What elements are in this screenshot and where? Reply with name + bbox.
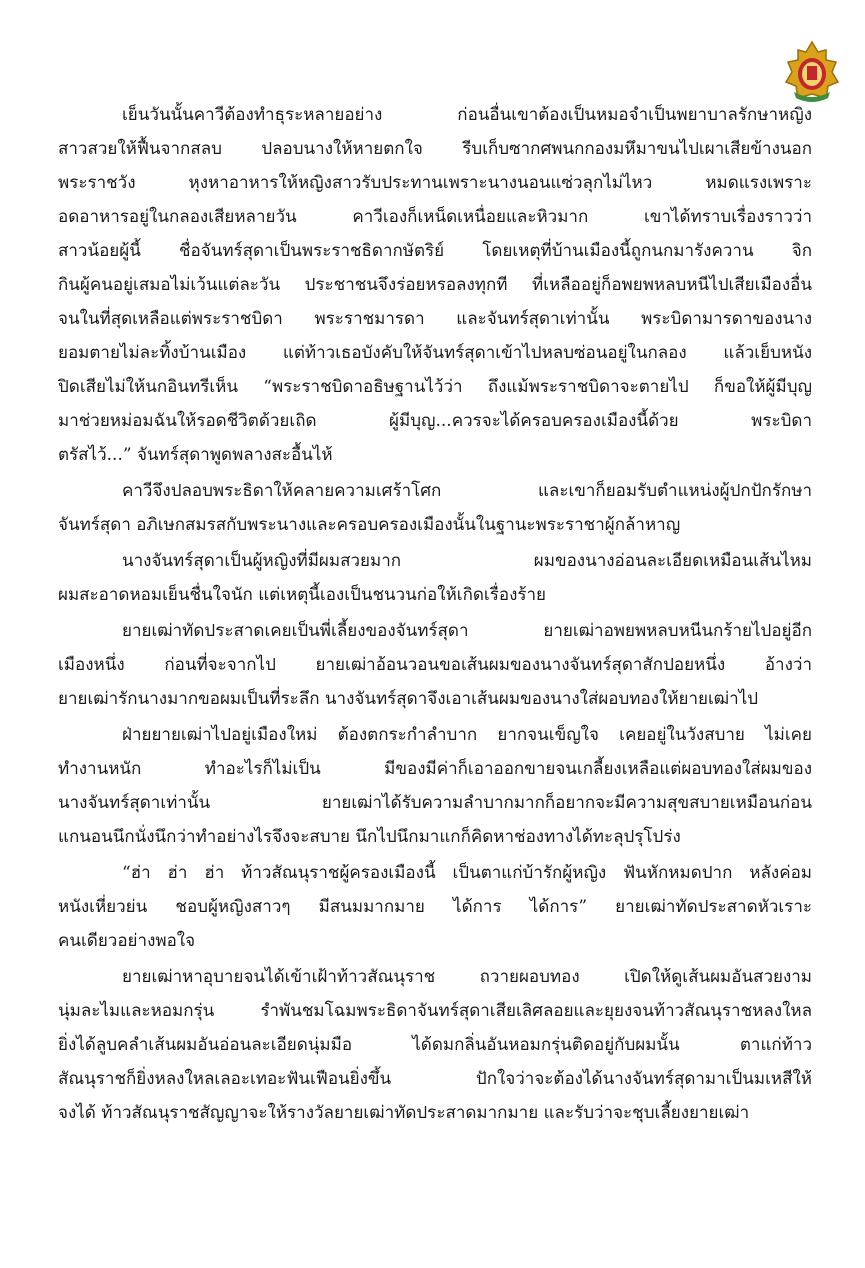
text-line: คนเดียวอย่างพอใจ (58, 931, 196, 951)
text-line: ปิดเสียไม่ให้นกอินทรีเห็น “พระราชบิดาอธิษฐานไว้ว่า ถึงแม้พระราชบิดาจะตายไป ก็ขอให้ผู้มีบุญ (58, 377, 812, 397)
paragraph (58, 474, 812, 542)
text-line: อดอาหารอยู่ในกลองเสียหลายวัน คาวีเองก็เหน็ดเหนื่อยและหิวมาก เขาได้ทราบเรื่องราวว่า (58, 207, 812, 227)
text-line: นุ่มละไมและหอมกรุ่น รำพันชมโฉมพระธิดาจันทร์สุดาเสียเลิศลอยและยุยงจนท้าวสัณนุราชหลงใหล (58, 1001, 812, 1021)
paragraph (58, 614, 812, 716)
text-line: นางจันทร์สุดาเท่านั้น ยายเฒ่าได้รับความลำบากมากก็อยากจะมีความสุขสบายเหมือนก่อน (58, 793, 812, 813)
text-line: จนในที่สุดเหลือแต่พระราชบิดา พระราชมารดา และจันทร์สุดาเท่านั้น พระบิดามารดาของนาง (58, 309, 812, 329)
paragraph (58, 718, 812, 854)
paragraph (58, 544, 812, 612)
text-line: ทำงานหนัก ทำอะไรก็ไม่เป็น มีของมีค่าก็เอาออกขายจนเกลี้ยงเหลือแต่ผอบทองใส่ผมของ (58, 759, 812, 779)
paragraph (58, 856, 812, 958)
text-line: จงได้ ท้าวสัณนุราชสัญญาจะให้รางวัลยายเฒ่าทัดประสาดมากมาย และรับว่าจะชุบเลี้ยงยายเฒ่า (58, 1103, 750, 1123)
text-line: ยายเฒ่ารักนางมากขอผมเป็นที่ระลึก นางจันทร์สุดาจึงเอาเส้นผมของนางใส่ผอบทองให้ยายเฒ่าไป (58, 689, 759, 709)
paragraph (58, 960, 812, 1130)
text-line: เย็นวันนั้นคาวีต้องทำธุระหลายอย่าง ก่อนอื่นเขาต้องเป็นหมอจำเป็นพยาบาลรักษาหญิง (122, 105, 812, 125)
school-crest-icon (780, 40, 844, 104)
text-line: ผมสะอาดหอมเย็นชื่นใจนัก แต่เหตุนี้เองเป็นชนวนก่อให้เกิดเรื่องร้าย (58, 585, 547, 605)
text-line: ยอมตายไม่ละทิ้งบ้านเมือง แต่ท้าวเธอบังคับให้จันทร์สุดาเข้าไปหลบซ่อนอยู่ในกลอง แล้วเย็บหนัง (58, 343, 812, 363)
text-line: คาวีจึงปลอบพระธิดาให้คลายความเศร้าโศก และเขาก็ยอมรับตำแหน่งผู้ปกปักรักษา (122, 481, 812, 501)
text-line: กินผู้คนอยู่เสมอไม่เว้นแต่ละวัน ประชาชนจึงร่อยหรอลงทุกที ที่เหลืออยู่ก็อพยพหลบหนีไปเสียเมืองอื่น (58, 275, 812, 295)
text-line: สัณนุราชก็ยิ่งหลงใหลเลอะเทอะฟันเฟือนยิ่งขึ้น ปักใจว่าจะต้องได้นางจันทร์สุดามาเป็นมเหสีให้ (58, 1069, 812, 1089)
text-line: จันทร์สุดา อภิเษกสมรสกับพระนางและครอบครองเมืองนั้นในฐานะพระราชาผู้กล้าหาญ (58, 515, 681, 535)
text-line: ยายเฒ่าหาอุบายจนได้เข้าเฝ้าท้าวสัณนุราช ถวายผอบทอง เปิดให้ดูเส้นผมอันสวยงาม (122, 967, 812, 987)
text-line: ยิ่งได้ลูบคลำเส้นผมอันอ่อนละเอียดนุ่มมือ ได้ดมกลิ่นอันหอมกรุ่นติดอยู่กับผมนั้น ตาแก่ท้าว (58, 1035, 812, 1055)
text-line: ฝ่ายยายเฒ่าไปอยู่เมืองใหม่ ต้องตกระกำลำบาก ยากจนเข็ญใจ เคยอยู่ในวังสบาย ไม่เคย (122, 725, 812, 745)
text-line: สาวน้อยผู้นี้ ชื่อจันทร์สุดาเป็นพระราชธิดากษัตริย์ โดยเหตุที่บ้านเมืองนี้ถูกนกมารังควาน จิก (58, 241, 812, 261)
text-line: เมืองหนึ่ง ก่อนที่จะจากไป ยายเฒ่าอ้อนวอนขอเส้นผมของนางจันทร์สุดาสักปอยหนึ่ง อ้างว่า (58, 655, 812, 675)
document-body (58, 98, 812, 1130)
text-line: ยายเฒ่าทัดประสาดเคยเป็นพี่เลี้ยงของจันทร์สุดา ยายเฒ่าอพยพหลบหนีนกร้ายไปอยู่อีก (122, 621, 812, 641)
text-line: มาช่วยหม่อมฉันให้รอดชีวิตด้วยเถิด ผู้มีบุญ...ควรจะได้ครอบครองเมืองนี้ด้วย พระบิดา (58, 411, 812, 431)
text-line: นางจันทร์สุดาเป็นผู้หญิงที่มีผมสวยมาก ผมของนางอ่อนละเอียดเหมือนเส้นไหม (122, 551, 812, 571)
text-line: พระราชวัง หุงหาอาหารให้หญิงสาวรับประทานเพราะนางนอนแซ่วลุกไม่ไหว หมดแรงเพราะ (58, 173, 812, 193)
text-line: ตรัสไว้...” จันทร์สุดาพูดพลางสะอื้นไห้ (58, 445, 333, 465)
paragraph (58, 98, 812, 472)
text-line: “ฮ่า ฮ่า ฮ่า ท้าวสัณนุราชผู้ครองเมืองนี้ เป็นตาแก่บ้ารักผู้หญิง ฟันหักหมดปาก หลังค่อม (122, 863, 812, 883)
text-line: สาวสวยให้ฟื้นจากสลบ ปลอบนางให้หายตกใจ รีบเก็บซากศพนกกองมหึมาขนไปเผาเสียข้างนอก (58, 139, 812, 159)
text-line: แกนอนนึกนั่งนึกว่าทำอย่างไรจึงจะสบาย นึกไปนึกมาแกก็คิดหาช่องทางได้ทะลุปรุโปร่ง (58, 827, 681, 847)
text-line: หนังเหี่ยวย่น ชอบผู้หญิงสาวๆ มีสนมมากมาย ได้การ ได้การ” ยายเฒ่าทัดประสาดหัวเราะ (58, 897, 812, 917)
